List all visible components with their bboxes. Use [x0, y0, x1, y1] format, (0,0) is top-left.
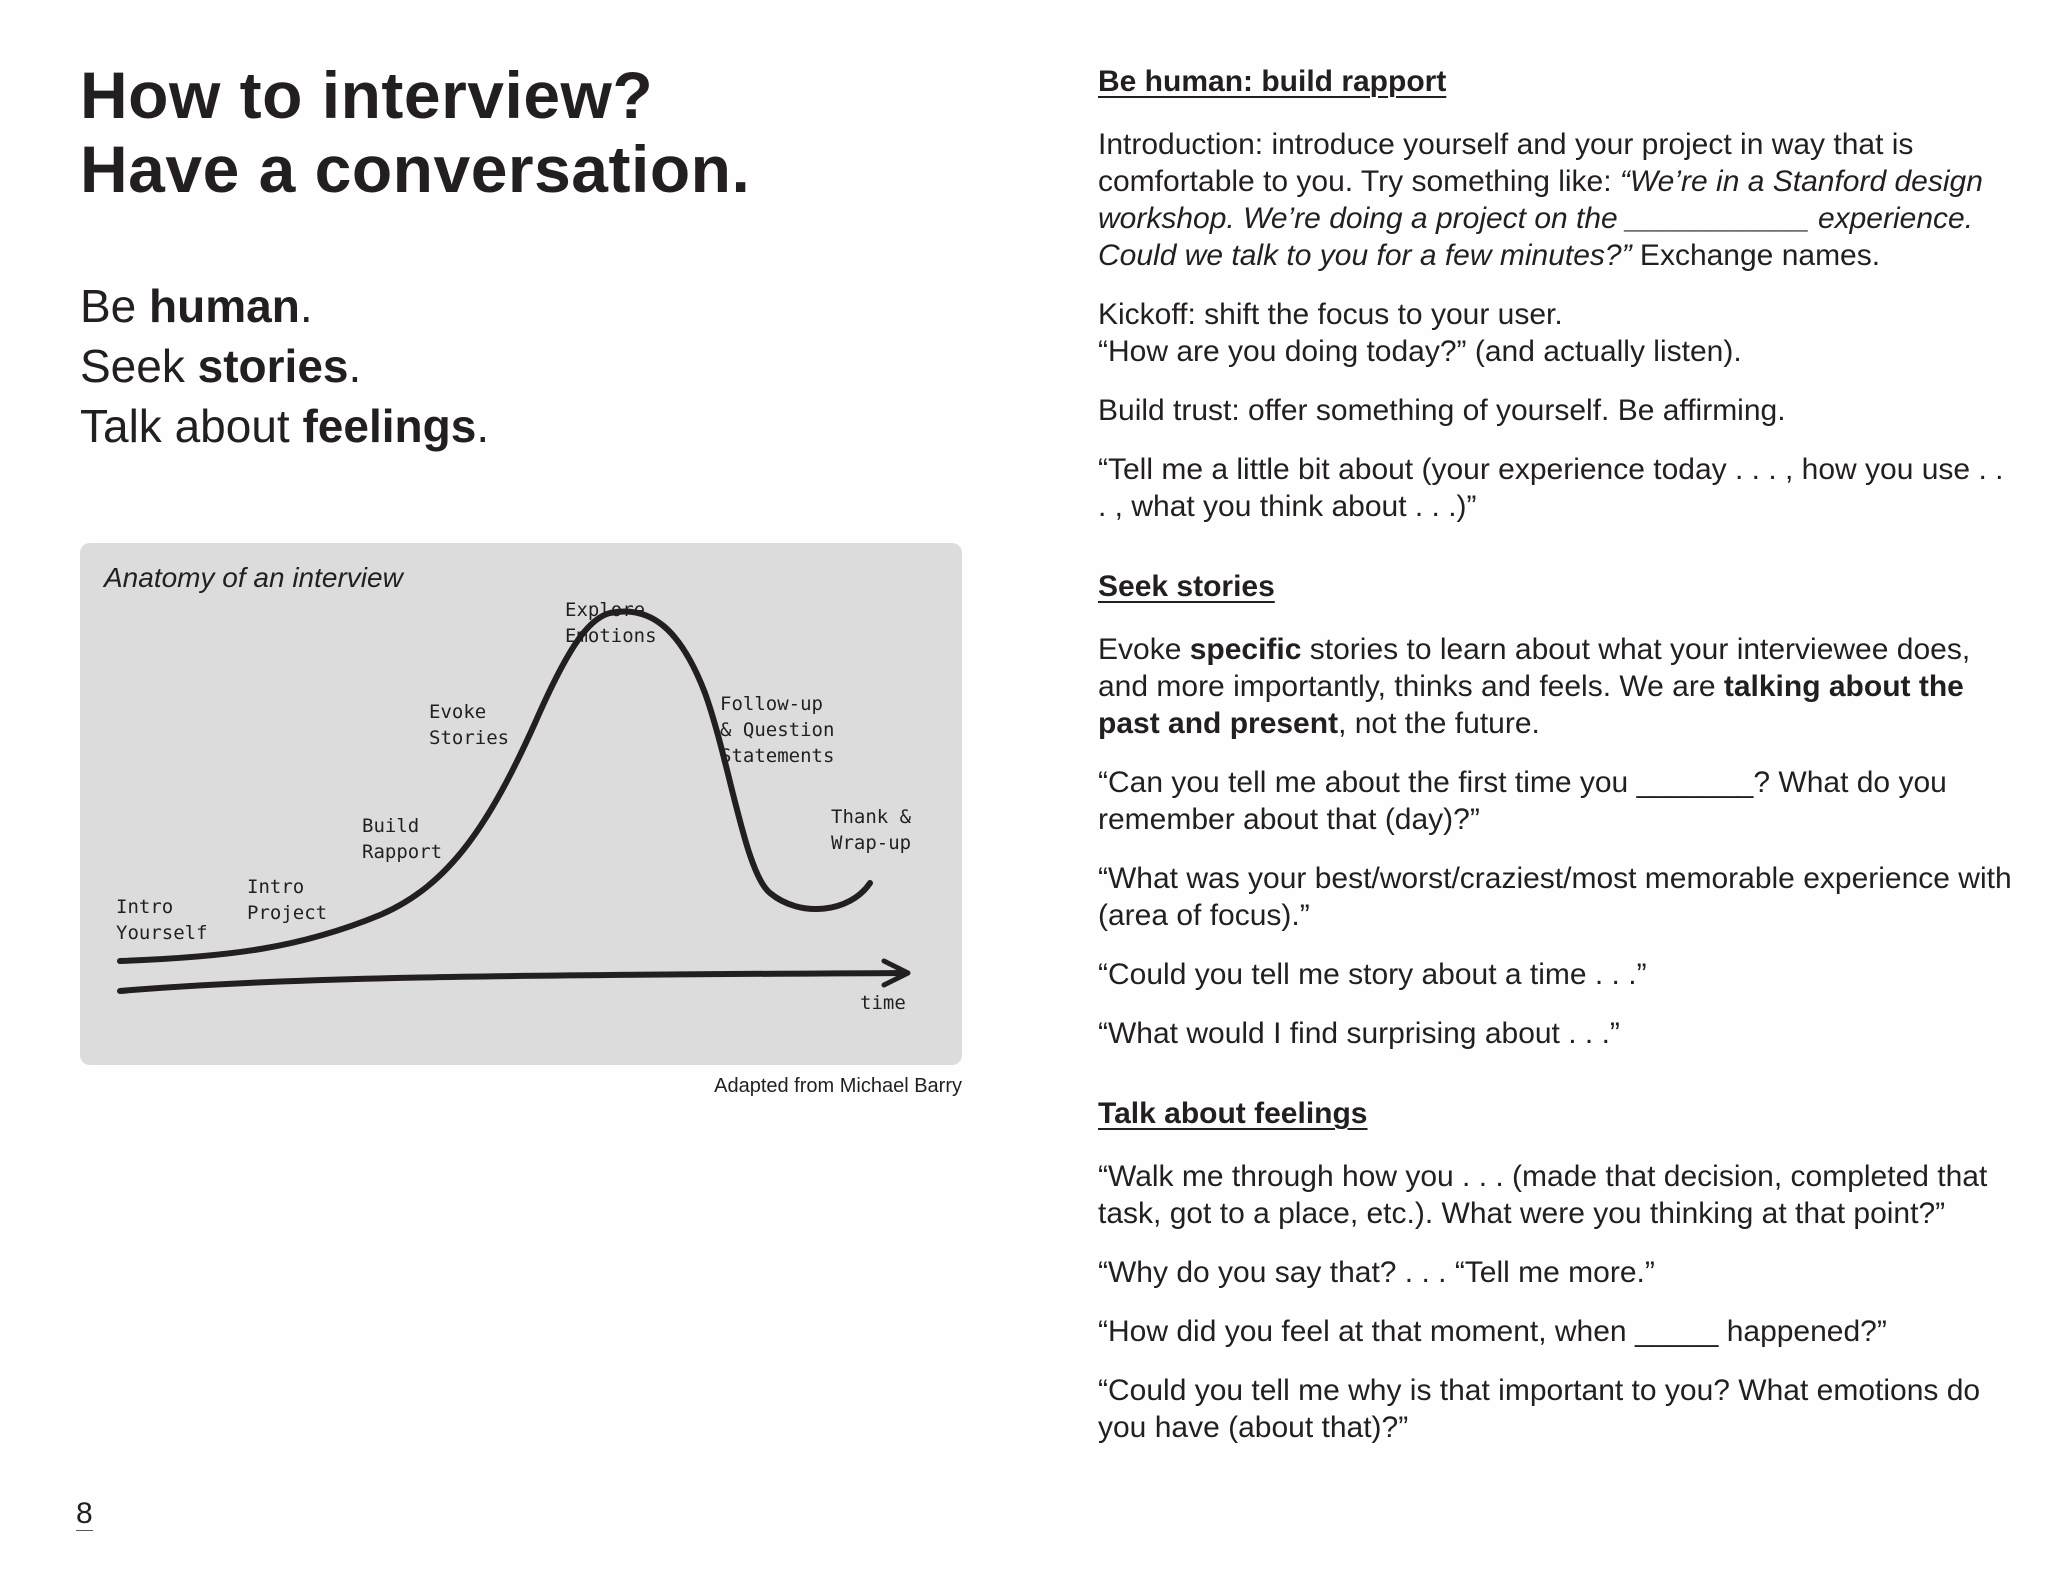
- para-feelings-q1: “Walk me through how you . . . (made that decision, completed that task, got to a place, etc.). What were you thinking at that point?”: [1098, 1160, 1988, 1230]
- label-intro-yourself: Intro Yourself: [116, 896, 208, 944]
- interview-curve: [120, 611, 870, 961]
- page-title: [80, 58, 970, 206]
- para-tell-me: “Tell me a little bit about (your experience today . . . , how you use . . . , what you think about . . .)”: [1098, 453, 2004, 523]
- para-stories-q3: “Could you tell me story about a time . . .”: [1098, 958, 1647, 991]
- mantra-human: Be human.: [80, 280, 313, 332]
- heading-talk-about-feelings: Talk about feelings: [1098, 1097, 1368, 1130]
- title-line-2: Have a conversation.: [80, 132, 751, 206]
- right-column: [1098, 62, 2018, 1488]
- mantra-feelings: Talk about feelings.: [80, 400, 490, 452]
- time-axis-arrow: [120, 973, 906, 991]
- section-seek-stories: [1098, 567, 2018, 1052]
- para-evoke: Evoke specific stories to learn about what your interviewee does, and more importantly, thinks and feels. We are talking about the past and present, not the future.: [1098, 633, 1971, 740]
- mantras: [80, 276, 970, 456]
- left-column: [80, 58, 970, 456]
- label-follow-up: Follow-up & Question Statements: [720, 693, 835, 767]
- para-stories-q1: “Can you tell me about the first time you _______? What do you remember about that (day)?”: [1098, 766, 1947, 836]
- para-kickoff: Kickoff: shift the focus to your user. “How are you doing today?” (and actually listen).: [1098, 298, 1742, 368]
- heading-seek-stories: Seek stories: [1098, 570, 1275, 603]
- para-introduction: Introduction: introduce yourself and your project in way that is comfortable to you. Try something like: “We’re in a Stanford design workshop. We’re doing a project on the ___________ experience. Could we talk to you for a few minutes?” Exchange names.: [1098, 128, 1983, 272]
- section-build-rapport: [1098, 62, 2018, 525]
- mantra-stories: Seek stories.: [80, 340, 362, 392]
- interview-anatomy-diagram: [80, 543, 962, 1065]
- para-stories-q2: “What was your best/worst/craziest/most memorable experience with (area of focus).”: [1098, 862, 2012, 932]
- para-stories-q4: “What would I find surprising about . . .”: [1098, 1017, 1620, 1050]
- heading-build-rapport: Be human: build rapport: [1098, 65, 1447, 98]
- diagram-svg: [80, 543, 962, 1065]
- label-intro-project: Intro Project: [247, 876, 328, 924]
- para-feelings-q4: “Could you tell me why is that important to you? What emotions do you have (about that)?”: [1098, 1374, 1981, 1444]
- diagram-caption: Adapted from Michael Barry: [714, 1075, 962, 1097]
- para-feelings-q2: “Why do you say that? . . . “Tell me more.”: [1098, 1256, 1655, 1289]
- label-explore-emotions: Explore Emotions: [565, 599, 657, 647]
- label-thank-wrap-up: Thank & Wrap-up: [831, 806, 912, 854]
- para-feelings-q3: “How did you feel at that moment, when _____ happened?”: [1098, 1315, 1887, 1348]
- label-time: time: [860, 992, 906, 1014]
- label-build-rapport: Build Rapport: [362, 815, 443, 863]
- para-build-trust: Build trust: offer something of yourself. Be affirming.: [1098, 394, 1786, 427]
- diagram-title: Anatomy of an interview: [104, 562, 403, 593]
- title-line-1: How to interview?: [80, 58, 654, 132]
- section-talk-about-feelings: [1098, 1094, 2018, 1446]
- page-number: 8: [76, 1497, 93, 1530]
- label-evoke-stories: Evoke Stories: [429, 701, 510, 749]
